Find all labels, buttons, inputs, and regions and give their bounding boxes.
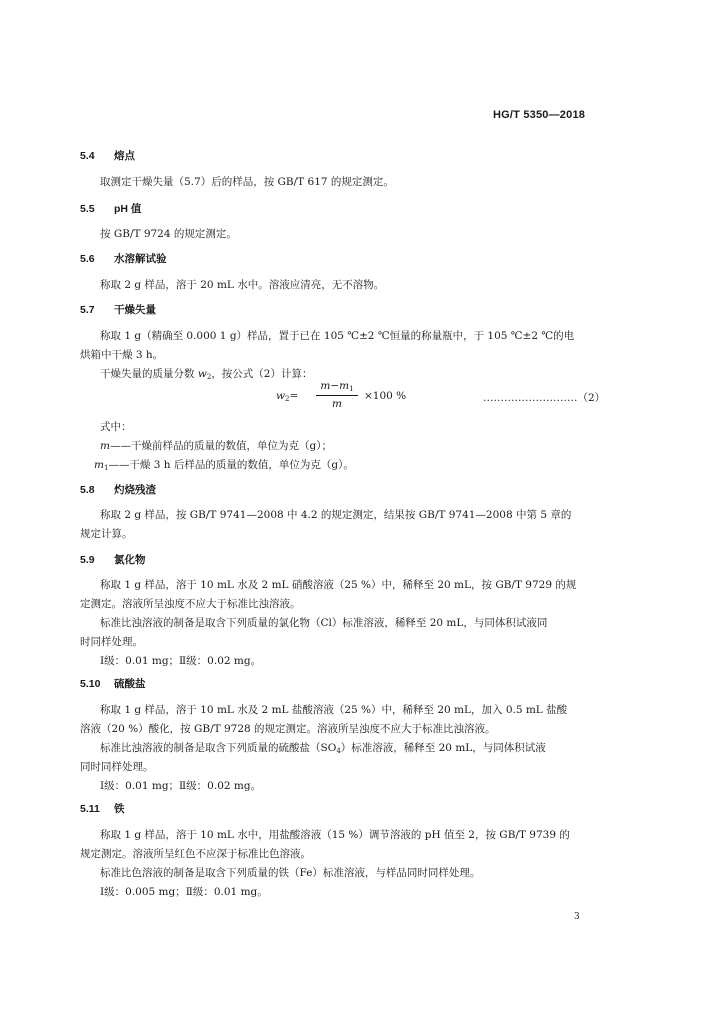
- section-paragraph-continued: 时同样处理。: [80, 636, 143, 648]
- section-paragraph-continued: 定测定。溶液所呈浊度不应大于标准比浊溶液。: [80, 598, 301, 610]
- section-title: 灼烧残渣: [114, 484, 156, 496]
- math-subscript: 2: [285, 395, 290, 403]
- section-paragraph: 称取 1 g 样品，溶于 10 mL 水及 2 mL 硝酸溶液（25 %）中，稀释至 20 mL，按 GB/T 9729 的规: [100, 579, 577, 591]
- section-paragraph: 称取 1 g 样品，溶于 10 mL 水中，用盐酸溶液（15 %）调节溶液的 pH 值至 2，按 GB/T 9739 的: [100, 829, 570, 841]
- section-number: 5.10: [80, 678, 101, 690]
- grade-limits: Ⅰ级：0.01 mg；Ⅱ级：0.02 mg。: [100, 655, 262, 667]
- page-number: 3: [574, 912, 580, 922]
- section-paragraph: 称取 2 g 样品，溶于 20 mL 水中。溶液应清亮，无不溶物。: [100, 279, 385, 291]
- definition-text: ——干燥前样品的质量的数值，单位为克（g）；: [109, 440, 332, 452]
- math-subscript: 1: [349, 385, 354, 393]
- section-title: 干燥失量: [114, 304, 156, 316]
- formula-number: ………………………（2）: [483, 392, 606, 404]
- text-run: ）标准溶液，稀释至 20 mL，与同体积试液: [340, 742, 546, 754]
- section-paragraph-continued: 烘箱中干燥 3 h。: [80, 349, 164, 361]
- section-heading-5-4: [80, 148, 135, 163]
- math-subscript: 2: [206, 373, 212, 381]
- formula-rhs: ×100 %: [364, 390, 407, 402]
- chemical-subscript: 4: [336, 747, 341, 755]
- section-paragraph: 按 GB/T 9724 的规定测定。: [100, 228, 237, 240]
- math-variable: m: [94, 459, 104, 471]
- grade-limits: Ⅰ级：0.01 mg；Ⅱ级：0.02 mg。: [100, 780, 262, 792]
- section-title: 熔点: [114, 150, 135, 162]
- section-paragraph: 标准比浊溶液的制备是取含下列质量的氯化物（Cl）标准溶液，稀释至 20 mL，与同体积试液同: [100, 617, 548, 629]
- definition-text: ——干燥 3 h 后样品的质量的数值，单位为克（g）。: [108, 459, 354, 471]
- variable-definition: [94, 457, 354, 472]
- document-code: HG/T 5350—2018: [493, 109, 586, 121]
- section-number: 5.8: [80, 484, 95, 496]
- section-title: 氯化物: [114, 554, 146, 566]
- section-number: 5.11: [80, 803, 100, 815]
- section-heading-5-11: [80, 801, 125, 816]
- math-subscript: 1: [103, 464, 109, 472]
- text-run: ，按公式（2）计算：: [211, 368, 313, 380]
- section-title: 水溶解试验: [114, 253, 167, 265]
- fraction-denominator: m: [332, 398, 342, 410]
- section-paragraph-continued: 溶液（20 %）酸化，按 GB/T 9728 的规定测定。溶液所呈浊度不应大于标准比浊溶液。: [80, 723, 496, 735]
- fraction-numerator: [316, 380, 358, 393]
- variable-definition: [100, 438, 332, 453]
- where-label: 式中：: [100, 421, 132, 433]
- section-heading-5-6: [80, 251, 167, 266]
- text-run: 标准比浊溶液的制备是取含下列质量的硫酸盐（SO: [100, 742, 337, 754]
- section-heading-5-10: [80, 676, 146, 691]
- math-variable: w: [276, 390, 285, 402]
- section-paragraph: [100, 366, 313, 381]
- section-paragraph-continued: 规定测定。溶液所呈红色不应深于标准比色溶液。: [80, 848, 311, 860]
- section-number: 5.4: [80, 150, 95, 162]
- fraction-bar: [316, 395, 358, 396]
- section-heading-5-7: [80, 302, 156, 317]
- math-variable: m: [339, 380, 350, 392]
- section-paragraph-continued: 同时同样处理。: [80, 761, 154, 773]
- section-title: pH 值: [114, 203, 142, 215]
- text-run: 干燥失量的质量分数: [100, 368, 198, 380]
- section-heading-5-9: [80, 552, 146, 567]
- formula-lhs: [276, 390, 298, 403]
- math-variable: w: [197, 368, 207, 380]
- grade-limits: Ⅰ级：0.005 mg；Ⅱ级：0.01 mg。: [100, 886, 268, 898]
- section-number: 5.9: [80, 554, 95, 566]
- formula-fraction: [316, 380, 358, 410]
- section-paragraph: [100, 740, 546, 755]
- section-heading-5-5: [80, 201, 141, 216]
- section-heading-5-8: [80, 482, 156, 497]
- section-paragraph-continued: 规定计算。: [80, 528, 133, 540]
- section-paragraph: 取测定干燥失量（5.7）后的样品，按 GB/T 617 的规定测定。: [100, 176, 394, 188]
- section-number: 5.6: [80, 253, 95, 265]
- section-paragraph: 称取 1 g（精确至 0.000 1 g）样品，置于已在 105 ℃±2 ℃恒量的称量瓶中，于 105 ℃±2 ℃的电: [100, 330, 575, 342]
- equals-sign: =: [289, 390, 299, 402]
- section-paragraph: 称取 1 g 样品，溶于 10 mL 水及 2 mL 盐酸溶液（25 %）中，稀释至 20 mL，加入 0.5 mL 盐酸: [100, 704, 568, 716]
- section-number: 5.5: [80, 203, 95, 215]
- minus-sign: −: [330, 380, 340, 392]
- section-paragraph: 称取 2 g 样品，按 GB/T 9741—2008 中 4.2 的规定测定，结果按 GB/T 9741—2008 中第 5 章的: [100, 509, 572, 521]
- section-title: 铁: [114, 803, 125, 815]
- math-variable: m: [100, 440, 110, 452]
- section-number: 5.7: [80, 304, 95, 316]
- section-paragraph: 标准比色溶液的制备是取含下列质量的铁（Fe）标准溶液，与样品同时同样处理。: [100, 867, 481, 879]
- section-title: 硫酸盐: [114, 678, 146, 690]
- math-variable: m: [320, 380, 331, 392]
